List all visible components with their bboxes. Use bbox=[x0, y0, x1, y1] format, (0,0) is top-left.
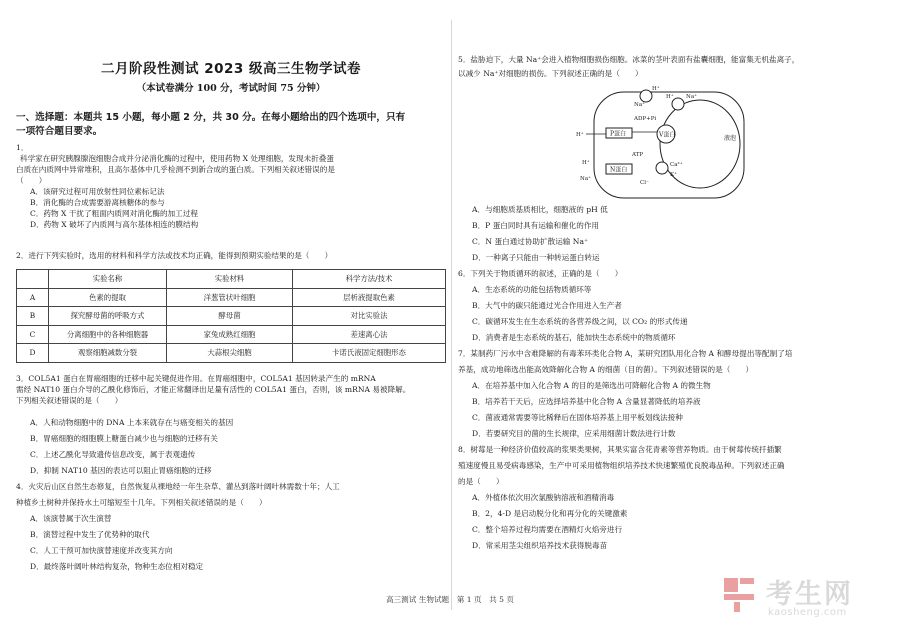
page-footer: 高三测试 生物试题 第 1 页 共 5 页 bbox=[385, 595, 515, 604]
v-protein-label: V蛋白 bbox=[659, 131, 676, 139]
section-heading-line1: 一、选择题：本题共 15 小题，每小题 2 分，共 30 分。在每小题给出的四个选项中，只有 bbox=[16, 112, 406, 123]
watermark-logo-icon bbox=[720, 574, 760, 614]
q2-stem: 2．进行下列实验时，选用的材料和科学方法或技术均正确，能得到预期实验结果的是（ ） bbox=[16, 251, 333, 260]
table-cell: 分离细胞中的各种细胞器 bbox=[49, 325, 167, 344]
q3-option-d: D．抑制 NAT10 基因的表达可以阻止胃癌细胞的迁移 bbox=[30, 466, 212, 475]
table-cell: 探究酵母菌的呼吸方式 bbox=[49, 307, 167, 326]
exam-title: 二月阶段性测试 2023 级高三生物学试卷 bbox=[101, 61, 361, 77]
section-heading-line2: 一项符合题目要求。 bbox=[16, 126, 103, 137]
q5-option-c: C．N 蛋白通过协助扩散运输 Na⁺ bbox=[472, 237, 588, 246]
table-cell: 对比实验法 bbox=[293, 307, 446, 326]
q1-stem-line3: （ ） bbox=[16, 176, 47, 185]
q8-stem-line1: 8．树莓是一种经济价值较高的浆果类果树，其果实富含花青素等营养物质。由于树莓传统扦插繁 bbox=[458, 445, 782, 454]
table-row bbox=[17, 288, 446, 307]
q4-stem-line1: 4．火灾后山区自然生态修复，自然恢复从裸地经一年生杂草、灌丛到落叶阔叶林需数十年；人工 bbox=[16, 482, 340, 491]
q4-stem-line2: 种植乡土树种并保持水土可缩短至十几年。下列相关叙述错误的是（ ） bbox=[16, 498, 267, 507]
table-cell: B bbox=[17, 307, 49, 326]
q7-option-a: A．在培养基中加入化合物 A 的目的是筛选出可降解化合物 A 的微生物 bbox=[472, 381, 711, 390]
q3-option-b: B．胃癌细胞的细胞膜上糖蛋白减少也与细胞的迁移有关 bbox=[30, 434, 218, 443]
q7-option-b: B．培养若干天后，应选择培养基中化合物 A 含量显著降低的培养液 bbox=[472, 397, 701, 406]
watermark bbox=[720, 572, 888, 624]
q4-option-a: A．该演替属于次生演替 bbox=[30, 514, 112, 523]
table-cell: D bbox=[17, 344, 49, 363]
q1-stem-line2: 白质在内质网中异常堆积，且高尔基体中几乎检测不到新合成的蛋白质。下列相关叙述错误的是 bbox=[16, 165, 335, 174]
label-atp: ATP bbox=[632, 152, 644, 158]
table-header-cell bbox=[17, 270, 49, 289]
table-header-cell: 实验材料 bbox=[167, 270, 293, 289]
table-cell: 卡诺氏液固定细胞形态 bbox=[293, 344, 446, 363]
q6-option-b: B．大气中的碳只能通过光合作用进入生产者 bbox=[472, 301, 622, 310]
q3-stem-line1: 3．COL5A1 蛋白在胃癌细胞的迁移中起关键促进作用。在胃癌细胞中，COL5A1 基因转录产生的 mRNA bbox=[16, 374, 376, 383]
label-ca: Ca²⁺ bbox=[670, 162, 683, 168]
table-header-cell: 实验名称 bbox=[49, 270, 167, 289]
table-row bbox=[17, 307, 446, 326]
label-k: K⁺ bbox=[670, 172, 678, 178]
q1-option-b: B．消化酶的合成需要游离核糖体的参与 bbox=[30, 198, 165, 207]
label-adp: ADP+Pi bbox=[634, 116, 657, 122]
q4-option-c: C．人工干预可加快演替速度并改变其方向 bbox=[30, 546, 173, 555]
column-divider bbox=[451, 20, 452, 610]
channel-bottom bbox=[656, 162, 668, 174]
table-cell: 大蒜根尖细胞 bbox=[167, 344, 293, 363]
label-cl: Cl⁻ bbox=[640, 180, 649, 186]
label-h-left: H⁺ bbox=[576, 132, 584, 138]
salt-cell-diagram bbox=[574, 84, 760, 204]
q1-number: 1． bbox=[16, 143, 29, 152]
table-cell: 差速离心法 bbox=[293, 325, 446, 344]
q5-option-a: A．与细胞质基质相比，细胞液的 pH 低 bbox=[472, 205, 608, 214]
q8-option-c: C．整个培养过程均需要在酒精灯火焰旁进行 bbox=[472, 525, 623, 534]
table-row bbox=[17, 325, 446, 344]
table-cell: 家兔成熟红细胞 bbox=[167, 325, 293, 344]
q5-option-d: D．一种离子只能由一种转运蛋白转运 bbox=[472, 253, 600, 262]
q3-option-a: A．人和动物细胞中的 DNA 上本来就存在与癌变相关的基因 bbox=[30, 418, 234, 427]
q3-stem-line3: 下列相关叙述错误的是（ ） bbox=[16, 396, 123, 405]
q5-option-b: B．P 蛋白同时具有运输和催化的作用 bbox=[472, 221, 600, 230]
n-protein-label: N蛋白 bbox=[610, 166, 628, 174]
table-cell: A bbox=[17, 288, 49, 307]
q5-stem-line1: 5．盐胁迫下，大量 Na⁺会进入植物细胞损伤细胞。冰菜的茎叶表面有盐囊细胞，能富集无机盐离子， bbox=[458, 55, 800, 64]
q8-option-b: B．2，4-D 是启动脱分化和再分化的关键激素 bbox=[472, 509, 628, 518]
q5-stem-line2: 以减少 Na⁺对细胞的损伤。下列叙述正确的是（ ） bbox=[458, 69, 643, 78]
q3-stem-line2: 需经 NAT10 蛋白介导的乙酰化修饰后，才能正常翻译出足量有活性的 COL5A1 蛋白，否则，该 mRNA 易被降解。 bbox=[16, 385, 411, 394]
q1-stem-line1: 科学家在研究胰腺腺泡细胞合成并分泌消化酶的过程中，使用药物 X 处理细胞，发现未折叠蛋 bbox=[20, 154, 334, 163]
label-na-vac: Na⁺ bbox=[686, 94, 697, 100]
channel-vacuole-top bbox=[672, 98, 684, 110]
q7-stem-line1: 7．某制药厂污水中含难降解的有毒苯环类化合物 A，某研究团队用化合物 A 和酵母提出等配制了培 bbox=[458, 349, 793, 358]
channel-top-left bbox=[640, 90, 652, 102]
q1-option-c: C．药物 X 干扰了粗面内质网对消化酶的加工过程 bbox=[30, 209, 198, 218]
q8-option-d: D．常采用茎尖组织培养技术获得脱毒苗 bbox=[472, 541, 608, 550]
q8-stem-line2: 殖速度慢且易受病毒感染，生产中可采用植物组织培养技术快速繁殖优良脱毒品种。下列叙述正确 bbox=[458, 461, 785, 470]
table-cell: 层析液提取色素 bbox=[293, 288, 446, 307]
vacuole-label: 液泡 bbox=[724, 135, 737, 142]
q6-stem: 6．下列关于物质循环的叙述，正确的是（ ） bbox=[458, 269, 623, 278]
label-h-vac: H⁺ bbox=[666, 94, 674, 100]
label-h-top: H⁺ bbox=[652, 86, 660, 92]
table-cell: 色素的提取 bbox=[49, 288, 167, 307]
q4-option-d: D．最终落叶阔叶林结构复杂，物种生态位相对稳定 bbox=[30, 562, 204, 571]
q1-option-a: A．该研究过程可用放射性同位素标记法 bbox=[30, 187, 165, 196]
label-h-n: H⁺ bbox=[582, 160, 590, 166]
q6-option-a: A．生态系统的功能包括物质循环等 bbox=[472, 285, 592, 294]
label-na-top: Na⁺ bbox=[634, 102, 645, 108]
q7-option-d: D．若要研究目的菌的生长规律，应采用细菌计数法进行计数 bbox=[472, 429, 676, 438]
q6-option-d: D．消费者是生态系统的基石，能加快生态系统中的物质循环 bbox=[472, 333, 676, 342]
q8-stem-line3: 的是（ ） bbox=[458, 477, 504, 486]
q8-option-a: A．外植体依次用次氯酸钠溶液和酒精消毒 bbox=[472, 493, 615, 502]
table-cell: 酵母菌 bbox=[167, 307, 293, 326]
table-cell: 洋葱管状叶细胞 bbox=[167, 288, 293, 307]
cell-membrane bbox=[594, 92, 744, 198]
q2-experiment-table bbox=[16, 269, 446, 363]
table-header-cell: 科学方法/技术 bbox=[293, 270, 446, 289]
table-cell: 观察细胞减数分裂 bbox=[49, 344, 167, 363]
table-row bbox=[17, 344, 446, 363]
table-header-row bbox=[17, 270, 446, 289]
q7-option-c: C．菌液通常需要等比稀释后在固体培养基上用平板划线法接种 bbox=[472, 413, 683, 422]
exam-subtitle: （本试卷满分 100 分，考试时间 75 分钟） bbox=[136, 83, 326, 94]
q1-option-d: D．药物 X 破坏了内质网与高尔基体相连的膜结构 bbox=[30, 220, 199, 229]
q4-option-b: B．演替过程中发生了优势种的取代 bbox=[30, 530, 150, 539]
q3-option-c: C．上述乙酰化导致遗传信息改变，属于表观遗传 bbox=[30, 450, 196, 459]
label-na-n: Na⁺ bbox=[580, 176, 591, 182]
watermark-url: kaosheng.com bbox=[768, 607, 847, 618]
q7-stem-line2: 养基，成功地筛选出能高效降解化合物 A 的细菌（目的菌）。下列叙述错误的是（ ） bbox=[458, 365, 754, 374]
table-cell: C bbox=[17, 325, 49, 344]
watermark-name: 考生网 bbox=[766, 579, 853, 610]
p-protein-label: P蛋白 bbox=[610, 130, 627, 138]
q6-option-c: C．碳循环发生在生态系统的各营养级之间，以 CO₂ 的形式传递 bbox=[472, 317, 688, 326]
